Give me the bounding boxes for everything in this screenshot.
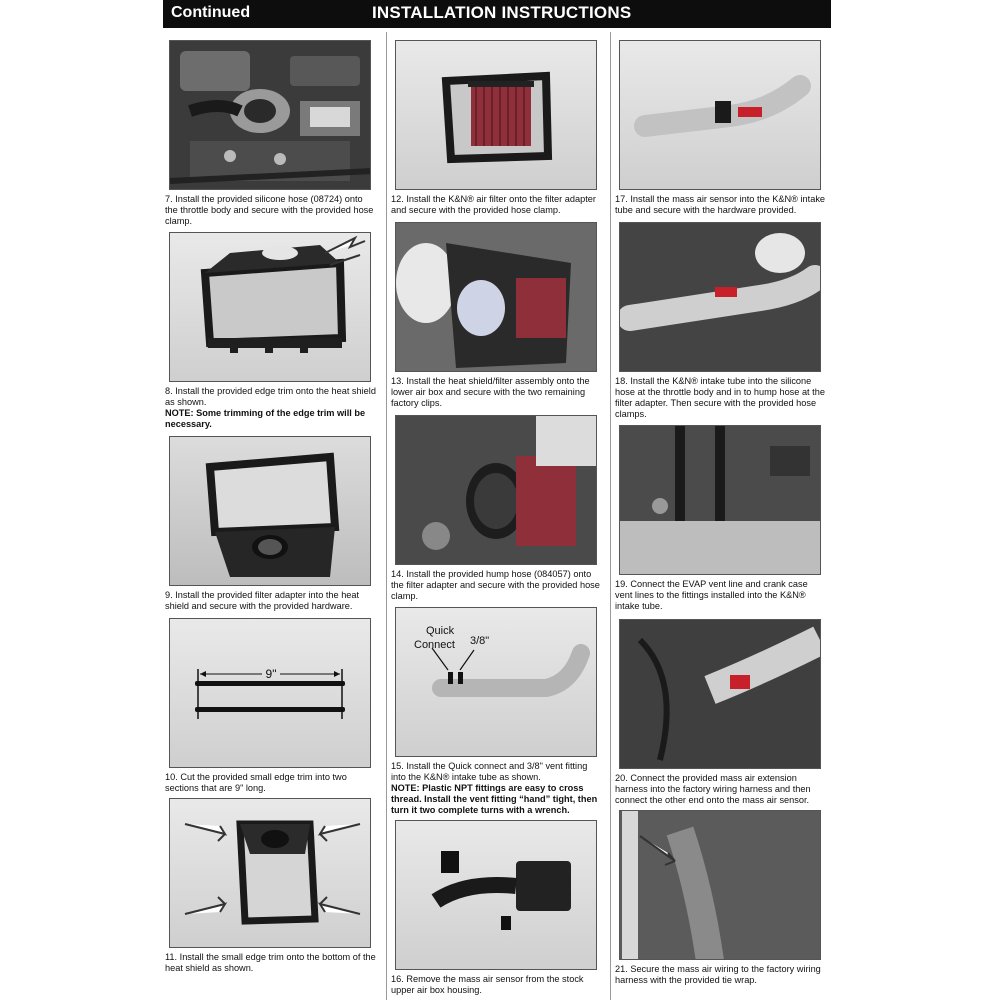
step-21-photo <box>619 810 821 960</box>
step-9-photo <box>169 436 371 586</box>
step-17-photo <box>619 40 821 190</box>
step-7-photo <box>169 40 371 190</box>
size-label: 3/8" <box>470 635 490 647</box>
step-19-photo <box>619 425 821 575</box>
step-15-caption <box>391 761 603 816</box>
page-header <box>163 0 831 28</box>
nine-inch-label: 9" <box>265 667 277 681</box>
step-10-caption: 10. Cut the provided small edge trim into two sections that are 9" long. <box>165 772 347 793</box>
step-18-caption: 18. Install the K&N® intake tube into the silicone hose at the throttle body and in to hump hose at the filter adapter. Then secure with the provided hose clamps. <box>615 376 825 419</box>
step-16-caption: 16. Remove the mass air sensor from the stock upper air box housing. <box>391 974 584 995</box>
step-17-caption: 17. Install the mass air sensor into the K&N® intake tube and secure with the hardware provided. <box>615 194 826 215</box>
step-15-photo <box>395 607 597 757</box>
page-title: INSTALLATION INSTRUCTIONS <box>372 3 632 22</box>
connect-label: Connect <box>414 639 455 651</box>
step-13-photo <box>395 222 597 372</box>
column-1 <box>163 32 385 1000</box>
step-10-photo <box>169 618 371 768</box>
step-20-caption: 20. Connect the provided mass air extension harness into the factory wiring harness and then connect the other end onto the mass air sensor. <box>615 773 811 805</box>
step-21-caption: 21. Secure the mass air wiring to the factory wiring harness with the provided tie wrap. <box>615 964 821 985</box>
column-3 <box>613 32 831 1000</box>
step-16-photo <box>395 820 597 970</box>
step-12-caption: 12. Install the K&N® air filter onto the filter adapter and secure with the provided hose clamp. <box>391 194 596 215</box>
step-18-photo <box>619 222 821 372</box>
step-8-note: NOTE: Some trimming of the edge trim will be necessary. <box>165 408 366 429</box>
quick-label: Quick <box>426 625 455 637</box>
step-8-text: 8. Install the provided edge trim onto the heat shield as shown. <box>165 386 376 407</box>
step-15-text: 15. Install the Quick connect and 3/8" vent fitting into the K&N® intake tube as shown. <box>391 761 588 782</box>
step-13-caption: 13. Install the heat shield/filter assembly onto the lower air box and secure with the two remaining factory clips. <box>391 376 590 408</box>
step-14-photo <box>395 415 597 565</box>
step-11-caption: 11. Install the small edge trim onto the bottom of the heat shield as shown. <box>165 952 376 973</box>
step-9-caption: 9. Install the provided filter adapter into the heat shield and secure with the provided hardware. <box>165 590 360 611</box>
step-11-photo <box>169 798 371 948</box>
step-7-caption: 7. Install the provided silicone hose (08724) onto the throttle body and secure with the provided hose clamp. <box>165 194 374 226</box>
column-2 <box>389 32 609 1000</box>
step-14-caption: 14. Install the provided hump hose (084057) onto the filter adapter and secure with the provided hose clamp. <box>391 569 600 601</box>
continued-label: Continued <box>171 4 251 21</box>
column-divider <box>386 32 387 1000</box>
step-20-photo <box>619 619 821 769</box>
step-12-photo <box>395 40 597 190</box>
step-19-caption: 19. Connect the EVAP vent line and crank case vent lines to the fittings installed into the K&N® intake tube. <box>615 579 808 611</box>
step-15-note: NOTE: Plastic NPT fittings are easy to cross thread. Install the vent fitting “hand” tight, then turn it two complete turns with a wrench. <box>391 783 598 815</box>
step-8-photo <box>169 232 371 382</box>
column-divider <box>610 32 611 1000</box>
step-8-caption <box>165 386 377 430</box>
